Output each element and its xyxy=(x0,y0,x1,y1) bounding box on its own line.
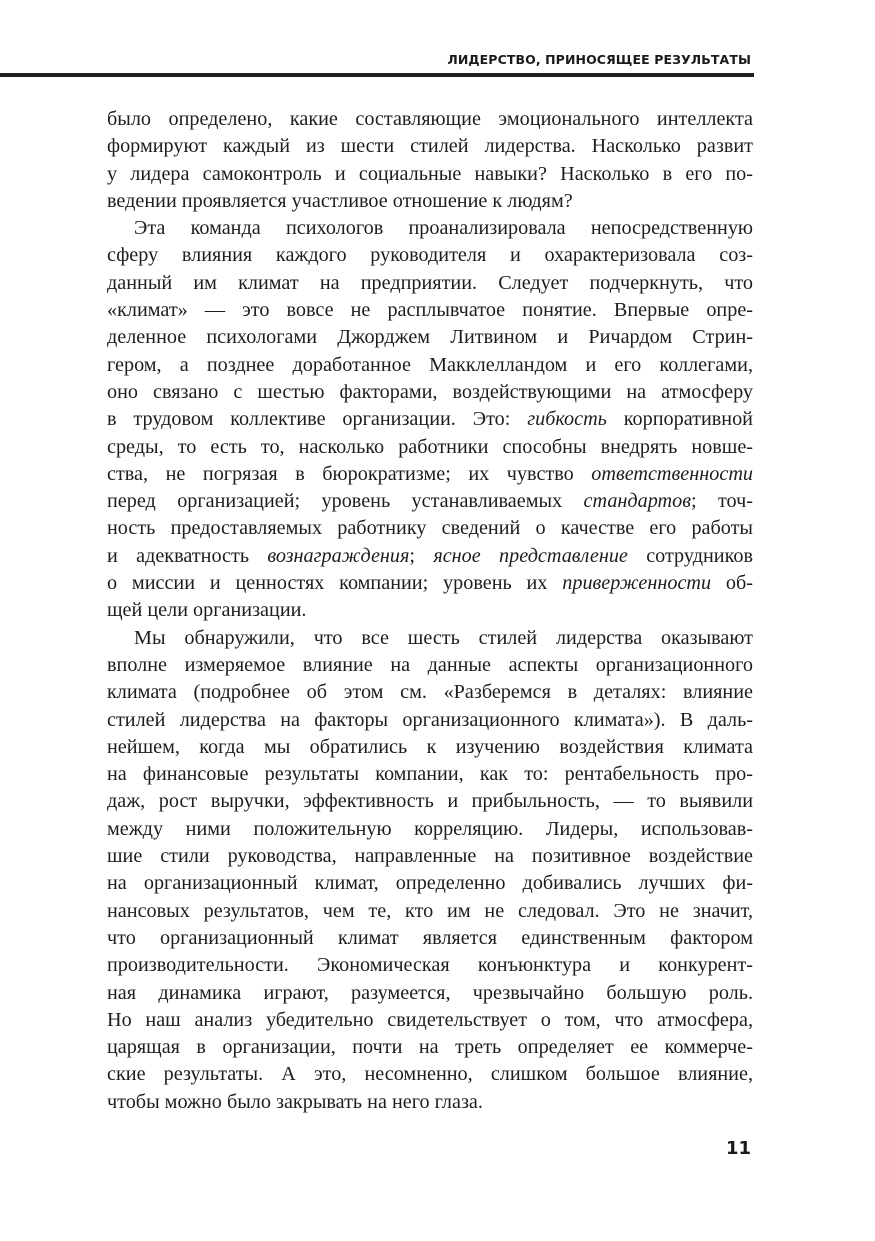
text-run: о миссии и ценностях компании; уровень их xyxy=(107,572,563,595)
text-run: и адекватность xyxy=(107,544,268,567)
text-line xyxy=(107,406,753,433)
text-line: нансовых результатов, чем те, кто им не следовал. Это не значит, xyxy=(107,899,753,922)
text-run: перед организацией; уровень устанавливаемых xyxy=(107,490,584,513)
text-line: даж, рост выручки, эффективность и прибыльность, — то выявили xyxy=(107,790,753,813)
text-line: деленное психологами Джорджем Литвином и Ричардом Стрин- xyxy=(107,326,753,349)
text-line: на организационный климат, определенно добивались лучших фи- xyxy=(107,872,753,895)
text-run: ; точ- xyxy=(691,490,753,513)
paragraph xyxy=(107,625,753,1116)
text-line: Но наш анализ убедительно свидетельствует о том, что атмосфера, xyxy=(107,1008,753,1031)
text-line: вполне измеряемое влияние на данные аспекты организационного xyxy=(107,653,753,676)
text-run: ства, не погрязая в бюрократизме; их чувство xyxy=(107,462,592,485)
running-head-title: ЛИДЕРСТВО, ПРИНОСЯЩЕЕ РЕЗУЛЬТАТЫ xyxy=(447,52,751,67)
text-line: гером, а позднее доработанное Макклелландом и его коллегами, xyxy=(107,353,753,376)
text-line: чтобы можно было закрывать на него глаза. xyxy=(107,1090,483,1113)
text-line xyxy=(107,488,753,515)
text-line: между ними положительную корреляцию. Лидеры, использовав- xyxy=(107,817,753,840)
body-text xyxy=(107,106,753,1116)
text-line: оно связано с шестью факторами, воздействующими на атмосферу xyxy=(107,380,753,403)
text-line: ная динамика играют, разумеется, чрезвычайно большую роль. xyxy=(107,981,753,1004)
text-line: шие стили руководства, направленные на позитивное воздействие xyxy=(107,845,753,868)
text-line: Мы обнаружили, что все шесть стилей лидерства оказывают xyxy=(134,626,753,649)
text-line: щей цели организации. xyxy=(107,599,307,622)
text-line: ведении проявляется участливое отношение к людям? xyxy=(107,189,573,212)
text-line: «климат» — это вовсе не расплывчатое понятие. Впервые опре- xyxy=(107,299,753,322)
paragraph xyxy=(107,106,753,215)
text-line: климата (подробнее об этом см. «Разберемся в деталях: влияние xyxy=(107,681,753,704)
emphasis-term: ясное представление xyxy=(433,544,628,567)
text-line: ские результаты. А это, несомненно, слишком большое влияние, xyxy=(107,1063,753,1086)
emphasis-term: гибкость xyxy=(527,408,607,431)
text-line: нейшем, когда мы обратились к изучению воздействия климата xyxy=(107,735,753,758)
text-line: царящая в организации, почти на треть определяет ее коммерче- xyxy=(107,1036,753,1059)
text-line: сферу влияния каждого руководителя и охарактеризовала соз- xyxy=(107,244,753,267)
text-line: Эта команда психологов проанализировала непосредственную xyxy=(134,217,753,240)
text-line xyxy=(107,461,753,488)
paragraph xyxy=(107,215,753,624)
text-line: на финансовые результаты компании, как то: рентабельность про- xyxy=(107,763,753,786)
emphasis-term: стандартов xyxy=(583,490,691,513)
text-line xyxy=(107,543,753,570)
text-line: данный им климат на предприятии. Следует подчеркнуть, что xyxy=(107,271,753,294)
header-rule xyxy=(0,73,754,77)
text-line: среды, то есть то, насколько работники способны внедрять новше- xyxy=(107,435,753,458)
text-line: было определено, какие составляющие эмоционального интеллекта xyxy=(107,108,753,130)
emphasis-term: вознаграждения xyxy=(267,544,410,567)
text-run: об- xyxy=(711,572,753,595)
text-line xyxy=(107,570,753,597)
text-run: корпоративной xyxy=(606,408,753,431)
page-number: 11 xyxy=(725,1138,751,1159)
text-run: сотрудников xyxy=(627,544,753,567)
text-line: ность предоставляемых работнику сведений о качестве его работы xyxy=(107,517,753,540)
text-line: производительности. Экономическая конъюнктура и конкурент- xyxy=(107,954,753,977)
text-run: ; xyxy=(409,544,434,567)
text-line: стилей лидерства на факторы организационного климата»). В даль- xyxy=(107,708,753,731)
text-line: формируют каждый из шести стилей лидерства. Насколько развит xyxy=(107,135,753,158)
text-line: что организационный климат является единственным фактором xyxy=(107,926,753,949)
text-line: у лидера самоконтроль и социальные навыки? Насколько в его по- xyxy=(107,162,753,185)
emphasis-term: приверженности xyxy=(562,572,712,595)
emphasis-term: ответственности xyxy=(591,462,753,485)
text-run: в трудовом коллективе организации. Это: xyxy=(107,408,528,431)
